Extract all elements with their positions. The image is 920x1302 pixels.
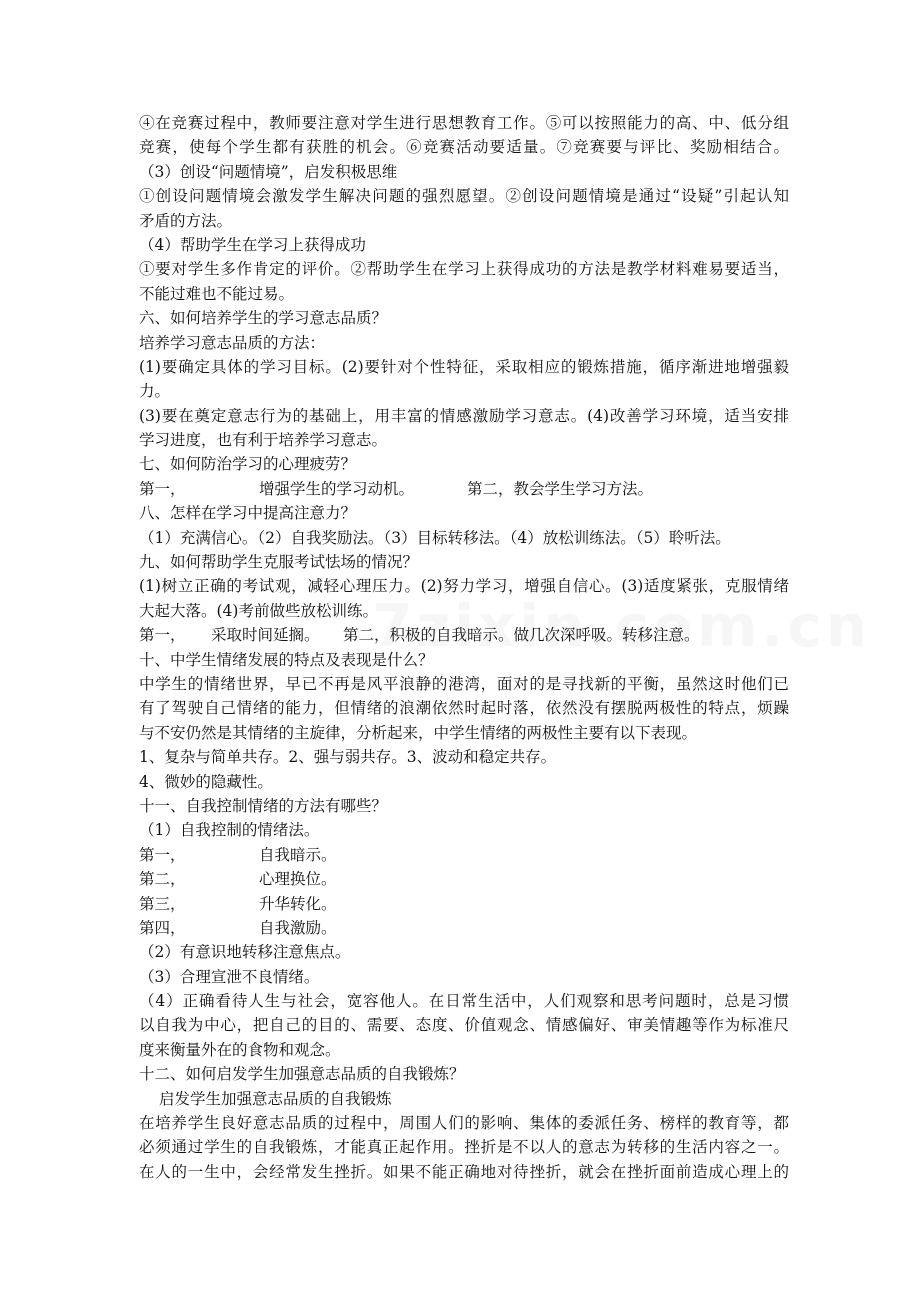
text-line: ①要对学生多作肯定的评价。②帮助学生在学习上获得成功的方法是教学材料难易要适当， [139, 260, 789, 279]
list-ordinal: 第一， [139, 845, 186, 864]
text-line: 与不安仍然是其情绪的主旋律，分析起来，中学生情绪的两极性主要有以下表现。 [139, 723, 698, 742]
question-heading: 十一、自我控制情绪的方法有哪些？ [139, 796, 388, 815]
text-line: 矛盾的方法。 [139, 211, 233, 230]
list-item [139, 892, 789, 916]
list-text: 增强学生的学习动机。 [259, 479, 415, 498]
text-line: 以自我为中心，把自己的目的、需要、态度、价值观念、情感偏好、审美情趣等作为标准尺 [139, 1016, 789, 1035]
list-text: 自我激励。 [259, 918, 337, 937]
section-heading: （3）合理宣泄不良情绪。 [139, 967, 320, 986]
section-heading: （4）帮助学生在学习上获得成功 [139, 235, 366, 254]
text-line: 有了驾驶自己情绪的能力，但情绪的浪潮依然时起时落，依然没有摆脱两极性的特点，烦躁 [139, 699, 789, 718]
text-line: 竞赛，使每个学生都有获胜的机会。⑥竞赛活动要适量。⑦竞赛要与评比、奖励相结合。 [139, 138, 789, 157]
question-heading: 八、怎样在学习中提高注意力？ [139, 504, 357, 523]
text-line: 在培养学生良好意志品质的过程中，周围人们的影响、集体的委派任务、榜样的教育等，都 [139, 1114, 789, 1133]
text-line: （1）充满信心。（2）自我奖励法。（3）目标转移法。（4）放松训练法。（5）聆听法。 [139, 528, 731, 547]
text-line [139, 477, 789, 501]
subheading: 启发学生加强意志品质的自我锻炼 [159, 1089, 392, 1108]
list-text: 第二，教会学生学习方法。 [467, 479, 654, 498]
question-heading: 九、如何帮助学生克服考试怯场的情况？ [139, 553, 419, 572]
text-line: ①创设问题情境会激发学生解决问题的强烈愿望。②创设问题情境是通过“设疑”引起认知 [139, 187, 789, 206]
question-heading: 十二、如何启发学生加强意志品质的自我锻炼？ [139, 1065, 465, 1084]
list-text: 心理换位。 [259, 870, 337, 889]
text-line: 必须通过学生的自我锻炼，才能真正起作用。挫折是不以人的意志为转移的生活内容之一。 [139, 1138, 789, 1157]
text-line: 大起大落。(4)考前做些放松训练。 [139, 601, 378, 620]
list-ordinal: 第一， [139, 479, 186, 498]
text-line: 中学生的情绪世界，早已不再是风平浪静的港湾，面对的是寻找新的平衡，虽然这时他们已 [139, 674, 789, 693]
list-ordinal: 第四， [139, 918, 186, 937]
list-item [139, 916, 789, 940]
text-line: （4）正确看待人生与社会，宽容他人。在日常生活中，人们观察和思考问题时，总是习惯 [139, 992, 789, 1011]
text-line: ④在竞赛过程中，教师要注意对学生进行思想教育工作。⑤可以按照能力的高、中、低分组 [139, 114, 789, 132]
list-ordinal: 第一， [139, 626, 186, 645]
text-line: 力。 [139, 382, 171, 401]
list-item [139, 843, 789, 867]
text-line: (3)要在奠定意志行为的基础上，用丰富的情感激励学习意志。(4)改善学习环境，适当安排 [139, 406, 789, 425]
section-heading: （1）自我控制的情绪法。 [139, 821, 320, 840]
text-line: 学习进度，也有利于培养学习意志。 [139, 431, 388, 450]
question-heading: 七、如何防治学习的心理疲劳？ [139, 455, 357, 474]
list-text: 升华转化。 [259, 894, 337, 913]
list-item [139, 867, 789, 891]
list-text: 自我暗示。 [259, 845, 337, 864]
list-ordinal: 第二， [139, 870, 186, 889]
text-line: 不能过难也不能过易。 [139, 284, 295, 303]
text-line: 1、复杂与简单共存。2、强与弱共存。3、波动和稳定共存。 [139, 748, 557, 767]
section-heading: （2）有意识地转移注意焦点。 [139, 943, 351, 962]
list-text: 采取时间延搁。 [211, 626, 320, 645]
text-line: 4、微妙的隐藏性。 [139, 772, 273, 791]
question-heading: 十、中学生情绪发展的特点及表现是什么？ [139, 650, 434, 669]
section-heading: （3）创设“问题情境”，启发积极思维 [139, 162, 398, 181]
question-heading: 六、如何培养学生的学习意志品质？ [139, 309, 388, 328]
text-line: 培养学习意志品质的方法： [139, 333, 326, 352]
text-line: (1)树立正确的考试观，减轻心理压力。(2)努力学习，增强自信心。(3)适度紧张，克服情绪 [139, 577, 789, 596]
text-line: 度来衡量外在的食物和观念。 [139, 1040, 341, 1059]
text-line: 在人的一生中，会经常发生挫折。如果不能正确地对待挫折，就会在挫折面前造成心理上的 [139, 1162, 789, 1181]
list-text: 第二，积极的自我暗示。做几次深呼吸。转移注意。 [343, 626, 700, 645]
text-line: (1)要确定具体的学习目标。(2)要针对个性特征，采取相应的锻炼措施，循序渐进地增强毅 [139, 357, 789, 376]
list-ordinal: 第三， [139, 894, 186, 913]
document-body [139, 111, 789, 1184]
text-line [139, 623, 789, 647]
